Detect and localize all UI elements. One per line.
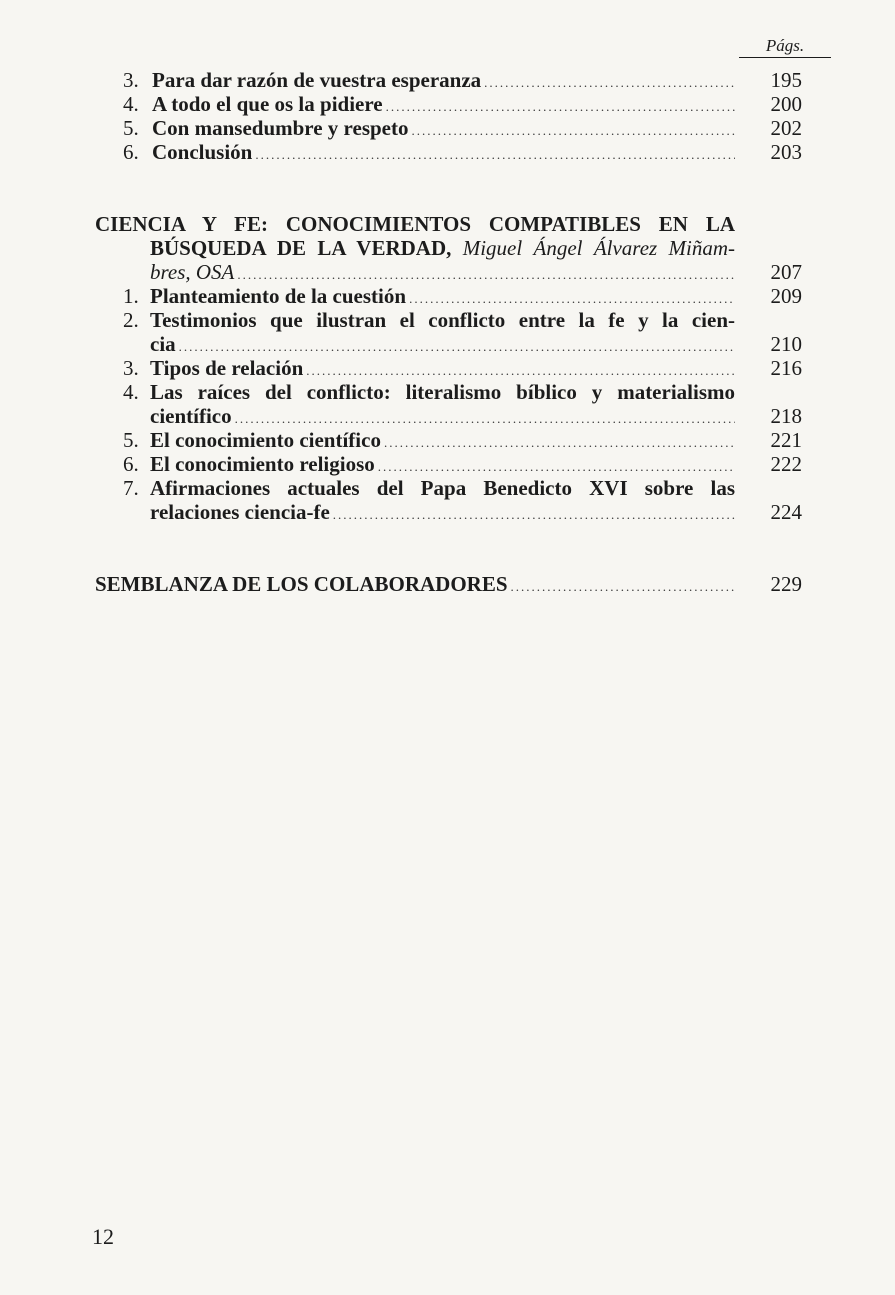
dot-leader — [511, 578, 735, 596]
dot-leader — [384, 434, 735, 452]
dot-leader — [179, 338, 735, 356]
entry-number: 4. — [123, 92, 139, 116]
entry-page: 218 — [770, 404, 802, 428]
toc-entry[interactable] — [123, 92, 735, 116]
entry-number: 2. — [123, 308, 139, 332]
entry-number: 6. — [123, 140, 139, 164]
entry-title: Para dar razón de vuestra esperanza — [152, 68, 482, 92]
toc-entry[interactable] — [123, 284, 735, 308]
entry-page: 210 — [770, 332, 802, 356]
dot-leader — [409, 290, 735, 308]
entry-number: 4. — [123, 380, 139, 404]
dot-leader — [255, 146, 735, 164]
entry-title-line2: relaciones ciencia-fe — [150, 500, 330, 524]
toc-entry[interactable] — [123, 140, 735, 164]
toc-entry[interactable] — [123, 452, 735, 476]
toc-entry-continued[interactable] — [150, 332, 735, 356]
entry-title-line2: cia — [150, 332, 176, 356]
entry-title: Con mansedumbre y respeto — [152, 116, 409, 140]
toc-entry-continued[interactable] — [150, 500, 735, 524]
entry-page: 222 — [770, 452, 802, 476]
toc-entry[interactable] — [123, 428, 735, 452]
dot-leader — [378, 458, 735, 476]
dot-leader — [484, 74, 735, 92]
entry-number: 3. — [123, 68, 139, 92]
chapter-heading-line1[interactable] — [95, 212, 735, 236]
toc-entry[interactable] — [123, 356, 735, 380]
entry-page: 229 — [770, 572, 802, 596]
pages-column-header: Págs. — [739, 36, 831, 58]
entry-number: 7. — [123, 476, 139, 500]
entry-number: 6. — [123, 452, 139, 476]
toc-entry[interactable] — [123, 116, 735, 140]
entry-title: A todo el que os la pidiere — [152, 92, 383, 116]
toc-entry[interactable] — [95, 572, 735, 596]
toc-entry[interactable] — [123, 476, 735, 500]
dot-leader — [411, 122, 735, 140]
entry-page: 195 — [770, 68, 802, 92]
entry-page: 200 — [770, 92, 802, 116]
dot-leader — [386, 98, 735, 116]
toc-entry[interactable] — [123, 308, 735, 332]
entry-title-line1: Las raíces del conflicto: literalismo bíblico y materialismo — [150, 380, 735, 404]
dot-leader — [333, 506, 735, 524]
toc-entry[interactable] — [123, 68, 735, 92]
entry-page: 216 — [770, 356, 802, 380]
entry-title-line1: Testimonios que ilustran el conflicto entre la fe y la cien- — [150, 308, 735, 332]
chapter-author: Miguel Ángel Álvarez Miñam- — [462, 236, 736, 260]
entry-number: 1. — [123, 284, 139, 308]
entry-page: 221 — [770, 428, 802, 452]
entry-number: 5. — [123, 428, 139, 452]
entry-title-line2: científico — [150, 404, 232, 428]
entry-page: 224 — [770, 500, 802, 524]
entry-number: 3. — [123, 356, 139, 380]
entry-title: Tipos de relación — [150, 356, 304, 380]
entry-title: Planteamiento de la cuestión — [150, 284, 407, 308]
toc-entry-continued[interactable] — [150, 404, 735, 428]
entry-title-line1: Afirmaciones actuales del Papa Benedicto XVI sobre las — [150, 476, 735, 500]
entry-title: Conclusión — [152, 140, 253, 164]
entry-page: 203 — [770, 140, 802, 164]
entry-title: El conocimiento religioso — [150, 452, 375, 476]
entry-title: El conocimiento científico — [150, 428, 381, 452]
page-number: 12 — [92, 1224, 114, 1249]
entry-page: 209 — [770, 284, 802, 308]
chapter-heading-text: CIENCIA Y FE: CONOCIMIENTOS COMPATIBLES EN LA — [95, 212, 735, 236]
dot-leader — [237, 266, 735, 284]
toc-entry[interactable] — [150, 260, 735, 284]
entry-page: 207 — [770, 260, 802, 284]
toc-entry[interactable] — [123, 380, 735, 404]
dot-leader — [306, 362, 735, 380]
chapter-heading-title-end: BÚSQUEDA DE LA VERDAD, — [150, 236, 452, 260]
section-title: SEMBLANZA DE LOS COLABORADORES — [95, 572, 508, 596]
chapter-heading-line2 — [150, 236, 735, 260]
dot-leader — [235, 410, 735, 428]
chapter-author-continued: bres, OSA — [150, 260, 235, 284]
entry-number: 5. — [123, 116, 139, 140]
entry-page: 202 — [770, 116, 802, 140]
